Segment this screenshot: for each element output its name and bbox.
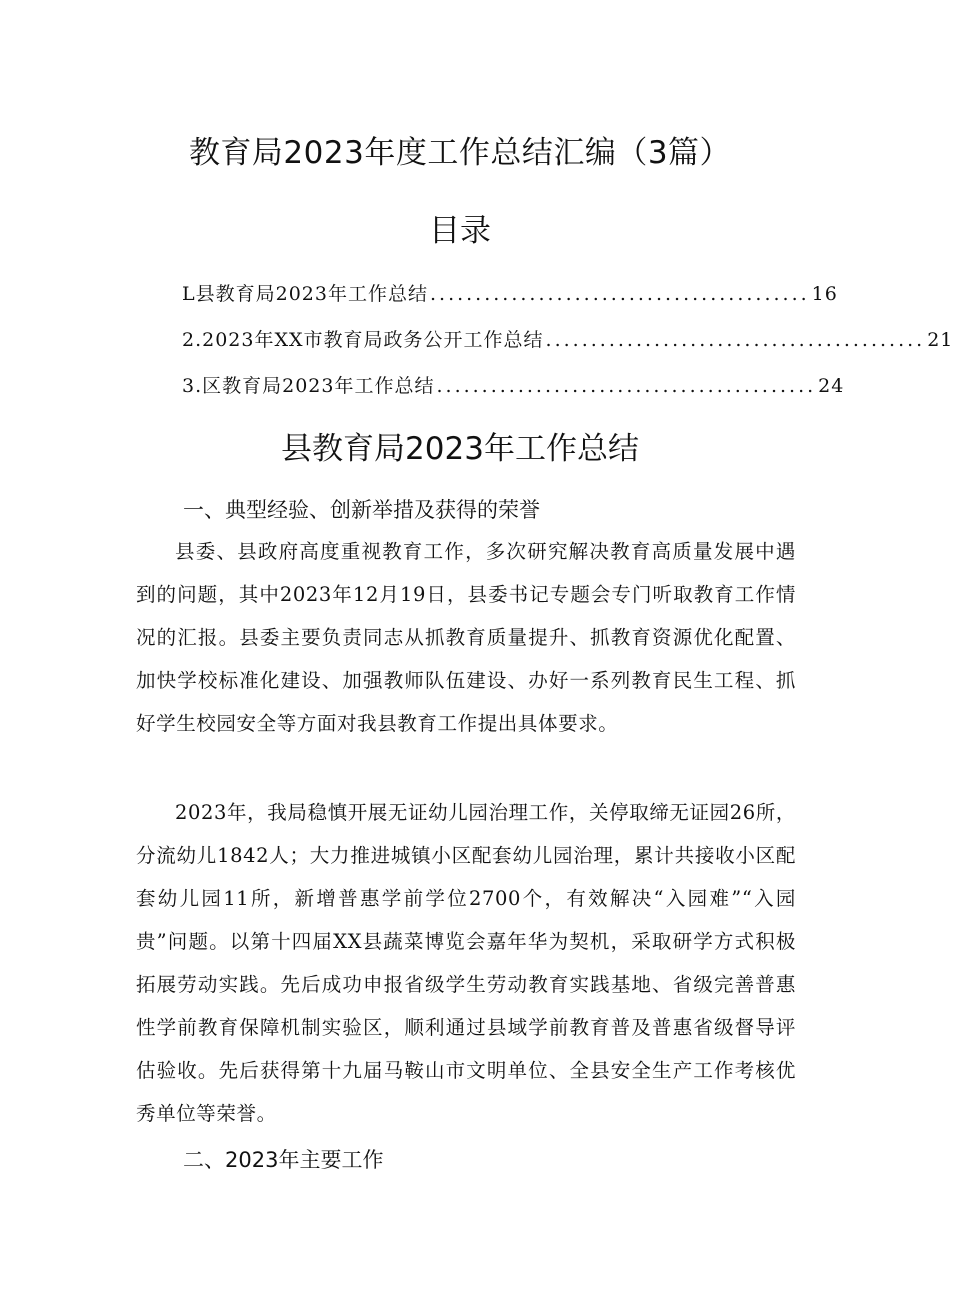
toc-page-number: 21: [927, 329, 953, 351]
toc-item[interactable]: [182, 364, 845, 408]
toc-heading: 目录: [429, 213, 491, 249]
toc-item[interactable]: [182, 318, 953, 362]
paragraph-2: 2023年，我局稳慎开展无证幼儿园治理工作，关停取缔无证园26所，分流幼儿1842人；大力推进城镇小区配套幼儿园治理，累计共接收小区配套幼儿园11所，新增普惠学前学位2700个，有效解决“入园难”“入园贵”问题。以第十四届XX县蔬菜博览会嘉年华为契机，采取研学方式积极拓展劳动实践。先后成功申报省级学生劳动教育实践基地、省级完善普惠性学前教育保障机制实验区，顺利通过县域学前教育普及普惠省级督导评估验收。先后获得第十九届马鞍山市文明单位、全县安全生产工作考核优秀单位等荣誉。: [136, 801, 796, 1125]
section-title: 县教育局2023年工作总结: [281, 431, 639, 467]
toc-leader-dots: ..........................................: [436, 375, 817, 397]
document-title: 教育局2023年度工作总结汇编（3篇）: [188, 135, 732, 171]
toc-page-number: 24: [818, 375, 845, 397]
toc-leader-dots: ..........................................: [545, 329, 926, 351]
toc-item-label: 3.区教育局2023年工作总结: [182, 375, 435, 397]
toc-item-label: L县教育局2023年工作总结: [182, 283, 428, 305]
subheading-2: 二、2023年主要工作: [183, 1148, 384, 1172]
toc-page-number: 16: [811, 283, 838, 305]
subheading-1: 一、典型经验、创新举措及获得的荣誉: [183, 498, 540, 522]
paragraph-1: 县委、县政府高度重视教育工作，多次研究解决教育高质量发展中遇到的问题，其中2023年12月19日，县委书记专题会专门听取教育工作情况的汇报。县委主要负责同志从抓教育质量提升、抓教育资源优化配置、加快学校标准化建设、加强教师队伍建设、办好一系列教育民生工程、抓好学生校园安全等方面对我县教育工作提出具体要求。: [136, 540, 796, 735]
toc-item[interactable]: [182, 272, 838, 316]
toc-leader-dots: ..........................................: [429, 283, 810, 305]
toc-item-label: 2.2023年XX市教育局政务公开工作总结: [182, 329, 544, 351]
